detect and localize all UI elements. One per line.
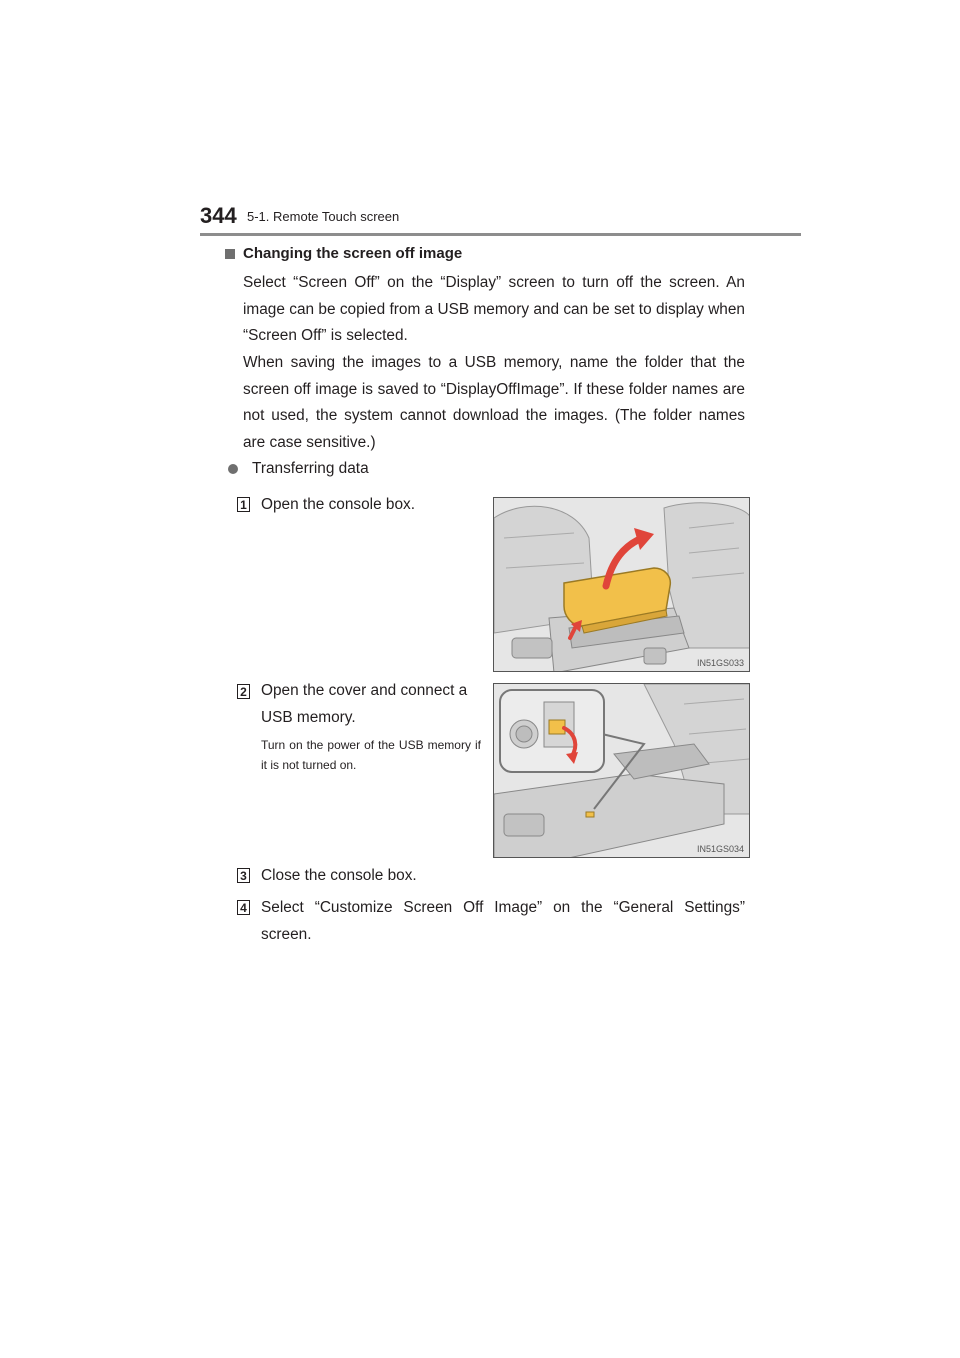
- figure-code: IN51GS033: [696, 658, 744, 668]
- step-text: Close the console box.: [261, 867, 417, 884]
- paragraph: Select “Screen Off” on the “Display” screen to turn off the screen. An image can be copied from a USB memory and can be set to display when “Screen Off” is selected.: [243, 274, 745, 345]
- page-number: 344: [200, 203, 237, 228]
- console-box-illustration: [493, 497, 750, 672]
- usb-connection-drawing: [494, 684, 750, 858]
- step-text: Open the console box.: [261, 496, 416, 513]
- step-number-badge: 3: [237, 868, 250, 883]
- subsection-title: Changing the screen off image: [243, 245, 463, 262]
- header-rule: [200, 233, 801, 236]
- section-title: 5-1. Remote Touch screen: [247, 209, 400, 224]
- step-number-badge: 1: [237, 497, 250, 512]
- square-bullet-icon: [225, 249, 235, 259]
- step-number-badge: 2: [237, 684, 250, 699]
- step-note: Turn on the power of the USB memory if it is not turned on.: [261, 738, 481, 772]
- step-number-badge: 4: [237, 900, 250, 915]
- circle-bullet-icon: [228, 464, 238, 474]
- usb-connection-illustration: [493, 683, 750, 858]
- step-text: Select “Customize Screen Off Image” on the “General Settings” screen.: [261, 899, 745, 943]
- figure-code: IN51GS034: [696, 844, 744, 854]
- step-text: Open the cover and connect a USB memory.: [261, 682, 468, 726]
- bullet-item: [228, 460, 369, 478]
- paragraph: When saving the images to a USB memory, name the folder that the screen off image is saved to “DisplayOffImage”. If these folder names are not used, the system cannot download the images. (The folder names are case sensitive.): [243, 354, 745, 452]
- console-box-drawing: [494, 498, 750, 672]
- bullet-label: Transferring data: [252, 460, 369, 477]
- subsection-heading: [225, 245, 462, 262]
